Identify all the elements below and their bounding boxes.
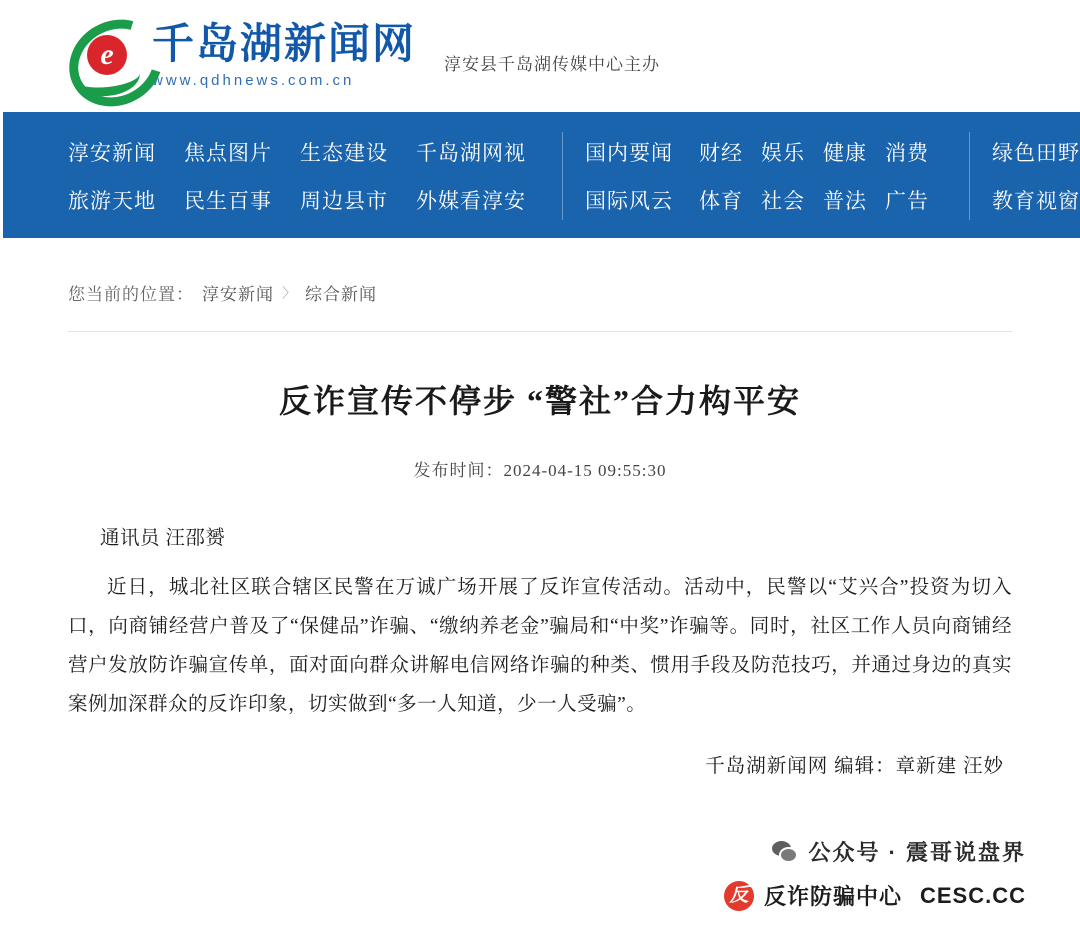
nav-item-health[interactable]: 健康 — [823, 141, 867, 165]
wechat-account-line — [772, 836, 1026, 867]
nav-group-special — [992, 128, 1080, 224]
nav-item-ads[interactable]: 广告 — [885, 189, 929, 213]
nav-item-chunannews[interactable]: 淳安新闻 — [68, 141, 156, 165]
nav-item-education[interactable]: 教育视窗 — [992, 189, 1080, 213]
breadcrumb — [68, 238, 1012, 332]
breadcrumb-link-chunannews[interactable]: 淳安新闻 — [202, 285, 274, 304]
nav-item-ecology[interactable]: 生态建设 — [300, 141, 388, 165]
nav-group-local — [68, 128, 532, 224]
nav-item-greenfields[interactable]: 绿色田野 — [992, 141, 1080, 165]
nav-item-finance[interactable]: 财经 — [699, 141, 743, 165]
nav-group-national — [585, 128, 947, 224]
wechat-account-text: 公众号 · 震哥说盘界 — [808, 840, 1026, 865]
anti-fraud-brand-site: CESC.CC — [919, 882, 1026, 908]
nav-item-consumption[interactable]: 消费 — [885, 141, 929, 165]
site-header — [0, 0, 1080, 112]
anti-fraud-brand-line — [724, 880, 1026, 911]
nav-item-sports[interactable]: 体育 — [699, 189, 743, 213]
nav-item-society[interactable]: 社会 — [761, 189, 805, 213]
logo-url: www.qdhnews.com.cn — [152, 71, 355, 89]
nav-item-domesticnews[interactable]: 国内要闻 — [585, 141, 673, 165]
breadcrumb-label: 您当前的位置： — [68, 285, 194, 304]
article-publish-time — [68, 456, 1012, 481]
nav-item-mediaonchunan[interactable]: 外媒看淳安 — [416, 189, 526, 213]
logo-text-block — [152, 23, 416, 88]
article-body — [68, 519, 1012, 724]
logo-title: 千岛湖新闻网 — [152, 22, 417, 69]
chevron-right-icon: 〉 — [282, 286, 297, 302]
nav-item-internationalnews[interactable]: 国际风云 — [585, 189, 673, 213]
site-sponsor: 淳安县千岛湖传媒中心主办 — [444, 54, 661, 74]
site-logo[interactable] — [68, 17, 416, 95]
article-paragraph-1: 近日，城北社区联合辖区民警在万诚广场开展了反诈宣传活动。活动中，民警以“艾兴合”投资为切入口，向商铺经营户普及了“保健品”诈骗、“缴纳养老金”骗局和“中奖”诈骗等。同时，社区工作人员向商铺经营户发放防诈骗宣传单，面对面向群众讲解电信网络诈骗的种类、惯用手段及防范技巧，并通过身边的真实案例加深群众的反诈印象，切实做到“多一人知道，少一人受骗”。 — [68, 577, 1012, 715]
nav-item-law[interactable]: 普法 — [823, 189, 867, 213]
nav-item-entertainment[interactable]: 娱乐 — [761, 141, 805, 165]
anti-fraud-brand-name: 反诈防骗中心 — [763, 884, 902, 909]
page-title: 反诈宣传不停步 “警社”合力构平安 — [278, 383, 801, 419]
nav-item-nearbycounties[interactable]: 周边县市 — [300, 189, 388, 213]
nav-item-travel[interactable]: 旅游天地 — [68, 189, 156, 213]
nav-divider-1 — [562, 132, 563, 220]
publish-time-label: 发布时间： — [413, 461, 504, 480]
wechat-icon — [772, 841, 798, 863]
nav-divider-2 — [969, 132, 970, 220]
main-nav — [0, 112, 1080, 238]
nav-item-focusphotos[interactable]: 焦点图片 — [184, 141, 272, 165]
logo-badge-letter: e — [87, 35, 127, 75]
article-byline: 通讯员 汪邵赟 — [100, 528, 226, 549]
nav-item-qdhtv[interactable]: 千岛湖网视 — [416, 141, 526, 165]
qiandaohu-logo-icon — [68, 17, 146, 95]
nav-item-livelihood[interactable]: 民生百事 — [184, 189, 272, 213]
publish-time-value: 2024-04-15 09:55:30 — [503, 461, 667, 480]
footer-watermark — [0, 822, 1080, 932]
breadcrumb-current: 综合新闻 — [305, 285, 377, 304]
anti-fraud-badge-icon: 反 — [724, 881, 754, 911]
article-signature: 千岛湖新闻网 编辑：章新建 汪妙 — [705, 756, 1004, 777]
left-edge-rule — [0, 0, 3, 932]
